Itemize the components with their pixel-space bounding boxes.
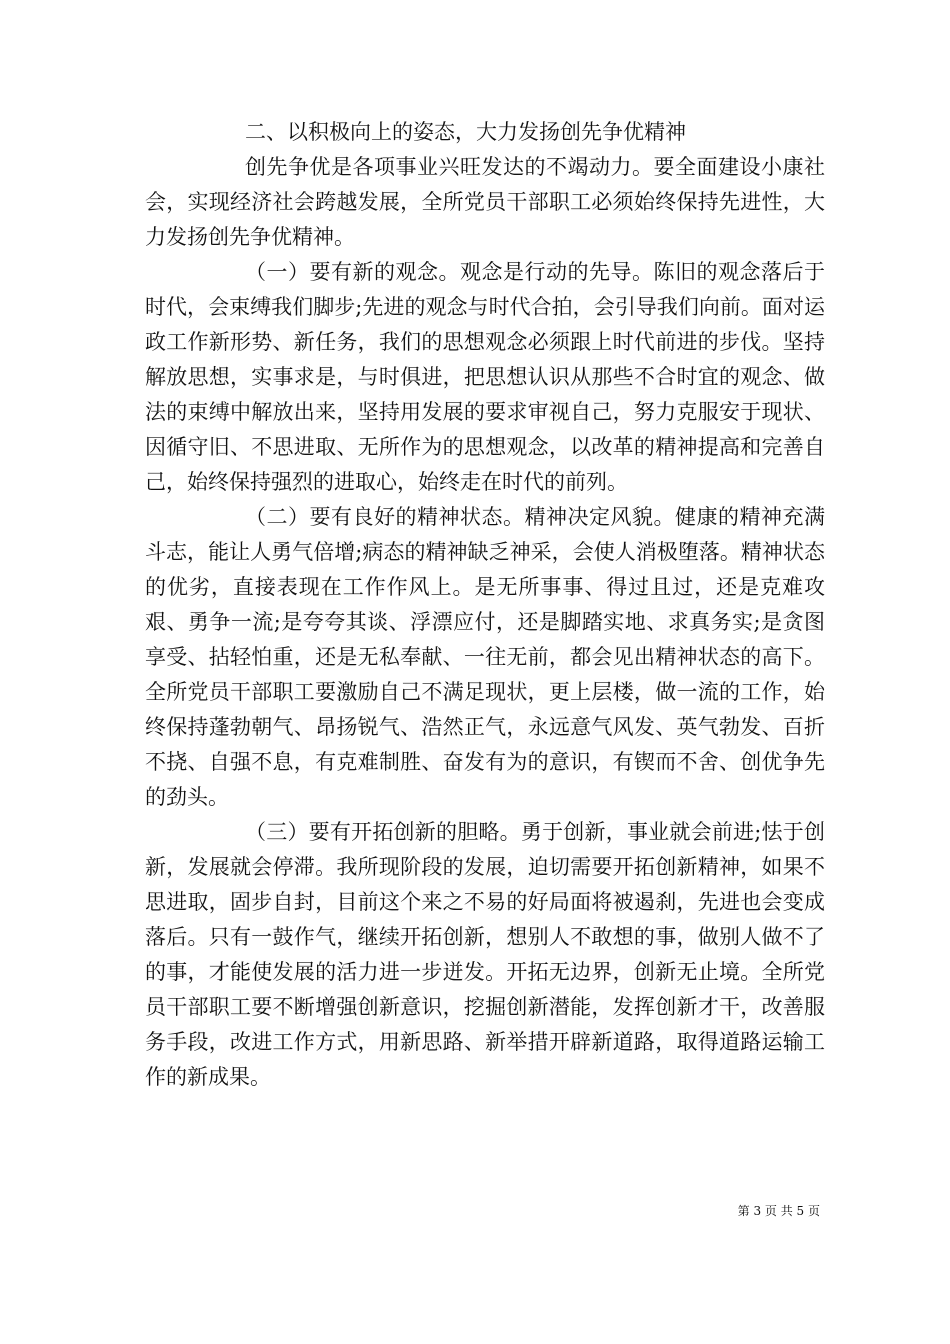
paragraph-intro: 创先争优是各项事业兴旺发达的不竭动力。要全面建设小康社会，实现经济社会跨越发展，全所党员干部职工必须始终保持先进性，大力发扬创先争优精神。	[145, 155, 825, 249]
section-heading: 二、以积极向上的姿态，大力发扬创先争优精神	[245, 120, 686, 144]
document-body	[145, 115, 825, 1095]
page-number: 第 3 页 共 5 页	[737, 1204, 820, 1218]
paragraph-point-2: （二）要有良好的精神状态。精神决定风貌。健康的精神充满斗志，能让人勇气倍增;病态的精神缺乏神采，会使人消极堕落。精神状态的优劣，直接表现在工作作风上。是无所事事、得过且过，还是克难攻艰、勇争一流;是夸夸其谈、浮漂应付，还是脚踏实地、求真务实;是贪图享受、拈轻怕重，还是无私奉献、一往无前，都会见出精神状态的高下。全所党员干部职工要激励自己不满足现状，更上层楼，做一流的工作，始终保持蓬勃朝气、昂扬锐气、浩然正气，永远意气风发、英气勃发、百折不挠、自强不息，有克难制胜、奋发有为的意识，有锲而不舍、创优争先的劲头。	[145, 505, 825, 809]
paragraph-point-3: （三）要有开拓创新的胆略。勇于创新，事业就会前进;怯于创新，发展就会停滞。我所现阶段的发展，迫切需要开拓创新精神，如果不思进取，固步自封，目前这个来之不易的好局面将被遏刹，先进也会变成落后。只有一鼓作气，继续开拓创新，想别人不敢想的事，做别人做不了的事，才能使发展的活力进一步迸发。开拓无边界，创新无止境。全所党员干部职工要不断增强创新意识，挖掘创新潜能，发挥创新才干，改善服务手段，改进工作方式，用新思路、新举措开辟新道路，取得道路运输工作的新成果。	[145, 820, 825, 1089]
paragraph-point-1: （一）要有新的观念。观念是行动的先导。陈旧的观念落后于时代，会束缚我们脚步;先进的观念与时代合拍，会引导我们向前。面对运政工作新形势、新任务，我们的思想观念必须跟上时代前进的步伐。坚持解放思想，实事求是，与时俱进，把思想认识从那些不合时宜的观念、做法的束缚中解放出来，坚持用发展的要求审视自己，努力克服安于现状、因循守旧、不思进取、无所作为的思想观念，以改革的精神提高和完善自己，始终保持强烈的进取心，始终走在时代的前列。	[145, 260, 825, 494]
